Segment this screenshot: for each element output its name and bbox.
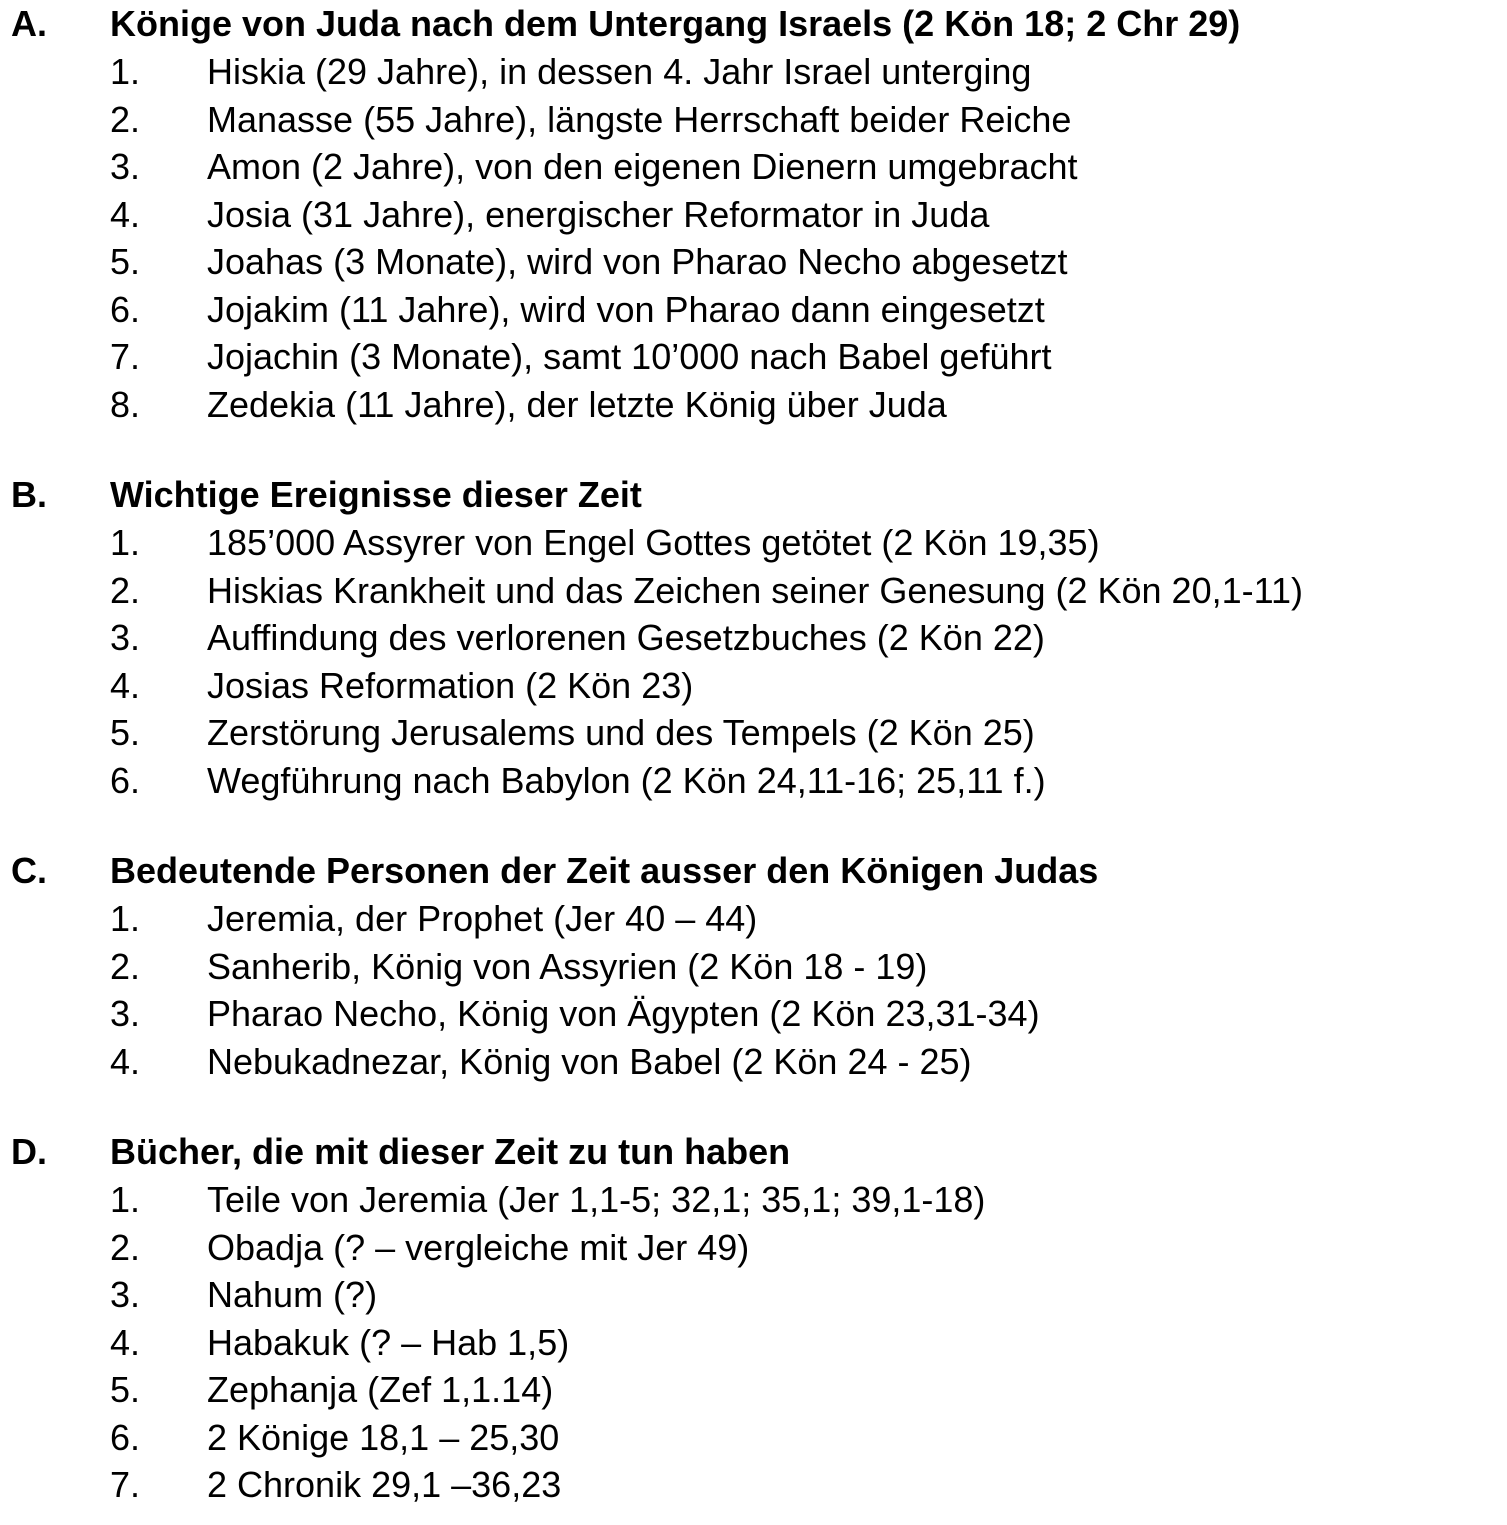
item-number: 4. bbox=[110, 193, 141, 235]
item-text: Nebukadnezar, König von Babel (2 Kön 24 - 25) bbox=[207, 1040, 972, 1082]
list-item bbox=[0, 1319, 1507, 1367]
section-d bbox=[0, 1128, 1507, 1509]
section-title: Bücher, die mit dieser Zeit zu tun haben bbox=[110, 1131, 791, 1172]
section-title: Bedeutende Personen der Zeit ausser den Königen Judas bbox=[110, 850, 1099, 891]
item-text: Nahum (?) bbox=[207, 1274, 378, 1315]
item-text: Jojakim (11 Jahre), wird von Pharao dann eingesetzt bbox=[207, 288, 1045, 330]
section-letter: A. bbox=[11, 3, 47, 44]
item-number: 4. bbox=[110, 1321, 141, 1363]
item-text: Zedekia (11 Jahre), der letzte König über Juda bbox=[207, 383, 947, 425]
list-item bbox=[0, 286, 1507, 334]
item-number: 3. bbox=[110, 993, 141, 1034]
list-item bbox=[0, 709, 1507, 757]
item-number: 3. bbox=[110, 1274, 141, 1315]
list-item bbox=[0, 519, 1507, 567]
section-a bbox=[0, 0, 1507, 428]
section-spacer bbox=[0, 804, 1507, 847]
list-item bbox=[0, 943, 1507, 991]
item-number: 5. bbox=[110, 712, 141, 753]
list-item bbox=[0, 143, 1507, 191]
section-title: Wichtige Ereignisse dieser Zeit bbox=[110, 474, 642, 515]
item-number: 1. bbox=[110, 522, 141, 563]
item-text: Amon (2 Jahre), von den eigenen Dienern umgebracht bbox=[207, 146, 1078, 187]
section-heading bbox=[0, 0, 1507, 48]
list-item bbox=[0, 1038, 1507, 1086]
section-letter: B. bbox=[11, 474, 47, 515]
item-number: 8. bbox=[110, 383, 141, 425]
item-number: 2. bbox=[110, 1226, 141, 1268]
list-item bbox=[0, 1224, 1507, 1272]
item-text: Teile von Jeremia (Jer 1,1-5; 32,1; 35,1; 39,1-18) bbox=[207, 1179, 986, 1220]
item-text: Zerstörung Jerusalems und des Tempels (2 Kön 25) bbox=[207, 712, 1035, 753]
item-text: Joahas (3 Monate), wird von Pharao Necho abgesetzt bbox=[207, 241, 1068, 282]
item-text: Manasse (55 Jahre), längste Herrschaft beider Reiche bbox=[207, 98, 1072, 140]
item-text: Zephanja (Zef 1,1.14) bbox=[207, 1369, 554, 1410]
item-text: 2 Könige 18,1 – 25,30 bbox=[207, 1416, 560, 1458]
list-item bbox=[0, 567, 1507, 615]
list-item bbox=[0, 96, 1507, 144]
list-item bbox=[0, 662, 1507, 710]
item-number: 5. bbox=[110, 241, 141, 282]
list-item bbox=[0, 1271, 1507, 1319]
item-text: Jeremia, der Prophet (Jer 40 – 44) bbox=[207, 898, 758, 939]
item-number: 4. bbox=[110, 1040, 141, 1082]
list-item bbox=[0, 990, 1507, 1038]
section-heading bbox=[0, 471, 1507, 519]
section-letter: C. bbox=[11, 850, 47, 891]
item-text: Obadja (? – vergleiche mit Jer 49) bbox=[207, 1226, 750, 1268]
list-item bbox=[0, 757, 1507, 805]
item-number: 6. bbox=[110, 288, 141, 330]
item-number: 1. bbox=[110, 1179, 141, 1220]
list-item bbox=[0, 1176, 1507, 1224]
item-text: Hiskias Krankheit und das Zeichen seiner Genesung (2 Kön 20,1-11) bbox=[207, 569, 1303, 611]
item-number: 2. bbox=[110, 945, 141, 987]
list-item bbox=[0, 191, 1507, 239]
item-number: 4. bbox=[110, 664, 141, 706]
item-text: Auffindung des verlorenen Gesetzbuches (2 Kön 22) bbox=[207, 617, 1045, 658]
item-text: 185’000 Assyrer von Engel Gottes getötet (2 Kön 19,35) bbox=[207, 522, 1100, 563]
item-text: Sanherib, König von Assyrien (2 Kön 18 - 19) bbox=[207, 945, 928, 987]
list-item bbox=[0, 48, 1507, 96]
list-item bbox=[0, 381, 1507, 429]
item-number: 2. bbox=[110, 569, 141, 611]
item-text: Josias Reformation (2 Kön 23) bbox=[207, 664, 694, 706]
item-number: 1. bbox=[110, 898, 141, 939]
section-heading bbox=[0, 1128, 1507, 1176]
item-number: 6. bbox=[110, 1416, 141, 1458]
item-text: Habakuk (? – Hab 1,5) bbox=[207, 1321, 570, 1363]
item-text: Jojachin (3 Monate), samt 10’000 nach Babel geführt bbox=[207, 336, 1052, 377]
list-item bbox=[0, 1366, 1507, 1414]
item-number: 5. bbox=[110, 1369, 141, 1410]
item-number: 3. bbox=[110, 146, 141, 187]
list-item bbox=[0, 333, 1507, 381]
list-item bbox=[0, 895, 1507, 943]
item-text: Hiskia (29 Jahre), in dessen 4. Jahr Israel unterging bbox=[207, 51, 1032, 92]
item-text: Josia (31 Jahre), energischer Reformator in Juda bbox=[207, 193, 990, 235]
section-c bbox=[0, 847, 1507, 1085]
section-spacer bbox=[0, 428, 1507, 471]
section-heading bbox=[0, 847, 1507, 895]
item-number: 1. bbox=[110, 51, 141, 92]
list-item bbox=[0, 238, 1507, 286]
item-number: 6. bbox=[110, 759, 141, 801]
section-spacer bbox=[0, 1085, 1507, 1128]
section-letter: D. bbox=[11, 1131, 47, 1172]
item-text: Pharao Necho, König von Ägypten (2 Kön 23,31-34) bbox=[207, 993, 1040, 1034]
item-number: 3. bbox=[110, 617, 141, 658]
section-title: Könige von Juda nach dem Untergang Israels (2 Kön 18; 2 Chr 29) bbox=[110, 3, 1241, 44]
list-item bbox=[0, 1414, 1507, 1462]
item-text: Wegführung nach Babylon (2 Kön 24,11-16; 25,11 f.) bbox=[207, 759, 1046, 801]
item-number: 7. bbox=[110, 1464, 141, 1505]
item-number: 2. bbox=[110, 98, 141, 140]
section-b bbox=[0, 471, 1507, 804]
list-item bbox=[0, 1461, 1507, 1509]
list-item bbox=[0, 614, 1507, 662]
item-number: 7. bbox=[110, 336, 141, 377]
item-text: 2 Chronik 29,1 –36,23 bbox=[207, 1464, 562, 1505]
